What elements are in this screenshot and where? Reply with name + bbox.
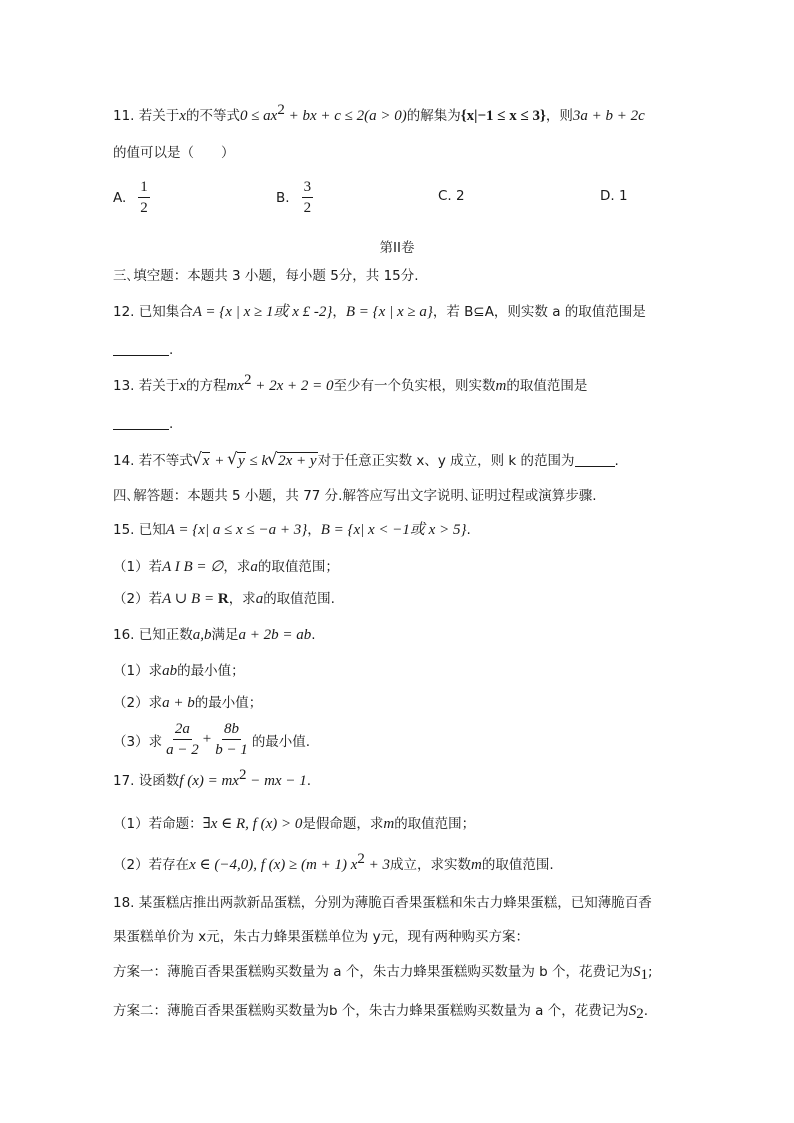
punctuation: .	[169, 342, 174, 358]
question-text: 的最小值.	[251, 733, 311, 750]
question-11-line-1	[113, 102, 645, 126]
question-text: 已知正数	[138, 627, 193, 643]
question-number: 18.	[113, 895, 135, 911]
square-root	[228, 451, 246, 471]
math-expression: x ∈ (−4,0), f (x) ≥ (m + 1) x	[189, 857, 358, 873]
math-expression: + bx + c ≤ 2	[284, 108, 365, 124]
fraction-numerator: 8b	[222, 720, 241, 740]
part-label: （1）若	[113, 559, 163, 575]
part-label: （2）若存在	[113, 857, 190, 873]
question-number: 14.	[113, 453, 135, 469]
fraction-denominator: 2	[140, 200, 148, 216]
math-variable: a	[250, 559, 258, 575]
question-text: 成立，求实数	[390, 857, 471, 873]
math-exponent: 2	[357, 851, 365, 867]
fraction-numerator: 1	[138, 178, 150, 198]
question-text: 的取值范围.	[263, 591, 335, 607]
question-number: 16.	[113, 627, 135, 643]
question-text: 的不等式	[185, 108, 240, 124]
question-18-plan-1	[113, 962, 653, 982]
math-exponent: 2	[277, 102, 285, 118]
question-15-part-2	[113, 589, 335, 609]
math-variable: x	[179, 108, 186, 124]
punctuation: .	[643, 1003, 649, 1019]
question-12-answer-line	[113, 340, 173, 360]
question-text: 若关于	[138, 108, 180, 124]
question-text: 的取值范围是	[506, 378, 588, 394]
fraction-numerator: 3	[302, 178, 314, 198]
question-text: 若不等式	[138, 453, 193, 469]
choice-label: B.	[276, 189, 290, 206]
question-17-line	[113, 767, 311, 791]
fraction-denominator: b − 1	[215, 742, 248, 758]
math-expression: mx	[226, 378, 244, 394]
question-text: 至少有一个负实根，则实数	[333, 378, 496, 394]
math-variable: a	[255, 591, 264, 607]
question-18-plan-2	[113, 1001, 648, 1021]
math-exponent: 2	[243, 372, 252, 388]
choice-c	[438, 188, 465, 204]
question-text: 已知集合	[138, 304, 193, 320]
choice-label: A.	[113, 189, 127, 206]
punctuation: ，	[332, 304, 346, 320]
math-set: B = {x | x ≥ a}	[345, 304, 433, 320]
math-operator: +	[202, 731, 212, 747]
question-16-part-2	[113, 693, 262, 713]
math-variable: m	[471, 857, 482, 873]
answer-blank[interactable]	[113, 341, 169, 356]
question-15-part-1	[113, 557, 339, 577]
fraction	[213, 720, 250, 759]
question-text: 对于任意正实数 x、y 成立，则 k 的范围为	[317, 453, 575, 469]
punctuation: .	[466, 522, 471, 538]
punctuation: .	[169, 416, 174, 432]
question-15-line	[113, 520, 471, 540]
question-text: 的取值范围.	[481, 857, 554, 873]
radicand: y	[238, 453, 245, 469]
math-expression: A I B = ∅	[162, 559, 224, 575]
fraction-denominator: a − 2	[166, 742, 199, 758]
question-text: 的最小值；	[194, 695, 263, 711]
question-18-line-2: 果蛋糕单价为 x元，朱古力蜂果蛋糕单位为 y元，现有两种购买方案：	[113, 929, 530, 945]
part-label: （2）求	[113, 695, 163, 711]
question-18-line-1	[113, 893, 652, 913]
question-16-part-1	[113, 661, 245, 681]
punctuation: ，	[307, 522, 321, 538]
question-text: 方案一：薄脆百香果蛋糕购买数量为 a 个，朱古力蜂果蛋糕购买数量为 b 个，花费记为	[113, 964, 634, 980]
choice-label: C. 2	[438, 188, 465, 204]
question-text: ，求	[223, 559, 251, 575]
question-16-line	[113, 625, 316, 645]
math-function: − mx − 1	[246, 773, 307, 789]
math-variable: S	[628, 1003, 637, 1019]
math-variable: x	[179, 378, 186, 394]
answer-blank[interactable]	[575, 452, 615, 467]
question-text: ，若 B⊆A，则实数 a 的取值范围是	[432, 304, 646, 320]
math-equation: a + 2b = ab	[238, 627, 312, 643]
radicand: 2x + y	[278, 453, 317, 469]
question-number: 12.	[113, 304, 135, 320]
math-operator: +	[210, 453, 229, 469]
question-14-line	[113, 451, 619, 471]
question-17-part-2	[113, 851, 554, 875]
punctuation: .	[306, 773, 311, 789]
question-text: 满足	[211, 627, 239, 643]
punctuation: .	[311, 627, 316, 643]
question-text: ，则	[545, 108, 573, 124]
math-expression: 0 ≤ ax	[239, 108, 278, 124]
question-text: 某蛋糕店推出两款新品蛋糕，分别为薄脆百香果蛋糕和朱古力蜂果蛋糕，已知薄脆百香	[138, 895, 652, 911]
math-subscript: 1	[640, 967, 649, 983]
square-root	[193, 451, 211, 471]
section-heading-answer: 四､解答题：本题共 5 小题，共 77 分.解答应写出文字说明､证明过程或演算步骤.	[113, 488, 597, 504]
math-exponent: 2	[238, 767, 247, 783]
question-number: 15.	[113, 522, 135, 538]
part-label: （3）求	[113, 733, 163, 750]
math-expression: A ∪ B =	[162, 591, 218, 607]
math-expression: a + b	[162, 695, 195, 711]
answer-blank[interactable]	[113, 415, 169, 430]
question-13-line-1	[113, 372, 588, 396]
choice-label: D. 1	[600, 188, 628, 204]
square-root	[268, 451, 317, 471]
question-text: 的最小值；	[177, 663, 245, 679]
fraction-numerator: 2a	[173, 720, 192, 740]
math-expression: 3a + b + 2c	[572, 108, 645, 124]
math-variables: a,b	[192, 627, 212, 643]
question-17-part-1	[113, 814, 475, 834]
math-set: A = {x| a ≤ x ≤ −a + 3}	[165, 522, 308, 538]
math-expression: ab	[162, 663, 178, 679]
question-text: 是假命题，求	[302, 816, 384, 832]
choice-d	[600, 188, 628, 204]
math-expression: ∃x ∈ R, f (x) > 0	[202, 816, 303, 832]
question-text: 的取值范围；	[394, 816, 476, 832]
question-text: 已知	[138, 522, 166, 538]
punctuation: .	[614, 453, 619, 469]
fraction-denominator: 2	[303, 200, 312, 216]
math-set: A = {x | x ≥ 1或 x £ -2}	[192, 304, 333, 320]
part-title: 第II卷	[379, 240, 415, 256]
math-variable: S	[633, 964, 641, 980]
math-expression: + 2x + 2 = 0	[251, 378, 334, 394]
math-function: f (x) = mx	[179, 773, 239, 789]
math-expression: ≤ k	[245, 453, 269, 469]
question-12-line-1	[113, 302, 646, 322]
question-number: 11.	[113, 108, 135, 124]
fraction	[164, 720, 201, 759]
question-text: 方案二：薄脆百香果蛋糕购买数量为b 个，朱古力蜂果蛋糕购买数量为 a 个，花费记为	[113, 1003, 629, 1019]
question-text: ，求	[228, 591, 256, 607]
question-number: 13.	[113, 378, 135, 394]
fraction	[302, 178, 314, 217]
math-set: B = {x| x < −1或 x > 5}	[320, 522, 467, 538]
math-variable: m	[495, 378, 507, 394]
section-heading-fill-in: 三､填空题：本题共 3 小题，每小题 5分，共 15分.	[113, 268, 419, 284]
fraction	[138, 178, 150, 217]
part-label: （1）求	[113, 663, 163, 679]
choice-a	[113, 178, 152, 217]
radicand: x	[202, 453, 210, 469]
math-variable: m	[383, 816, 395, 832]
question-text: 若关于	[138, 378, 180, 394]
math-real-set: R	[217, 591, 229, 607]
question-text: 设函数	[138, 773, 180, 789]
question-text: 的方程	[185, 378, 227, 394]
math-subscript: 2	[636, 1006, 644, 1022]
question-text: 的取值范围；	[257, 559, 339, 575]
question-16-part-3	[113, 720, 310, 759]
choice-b	[276, 178, 315, 217]
part-label: （1）若命题：	[113, 816, 203, 832]
math-condition: (a > 0)	[364, 108, 407, 124]
punctuation: ;	[648, 964, 653, 980]
question-text: 的解集为	[406, 108, 461, 124]
part-label: （2）若	[113, 591, 163, 607]
question-11-line-2: 的值可以是（ ）	[113, 145, 235, 161]
math-set: {x|−1 ≤ x ≤ 3}	[460, 108, 546, 124]
question-number: 17.	[113, 773, 135, 789]
question-13-answer-line	[113, 414, 173, 434]
math-expression: + 3	[364, 857, 390, 873]
